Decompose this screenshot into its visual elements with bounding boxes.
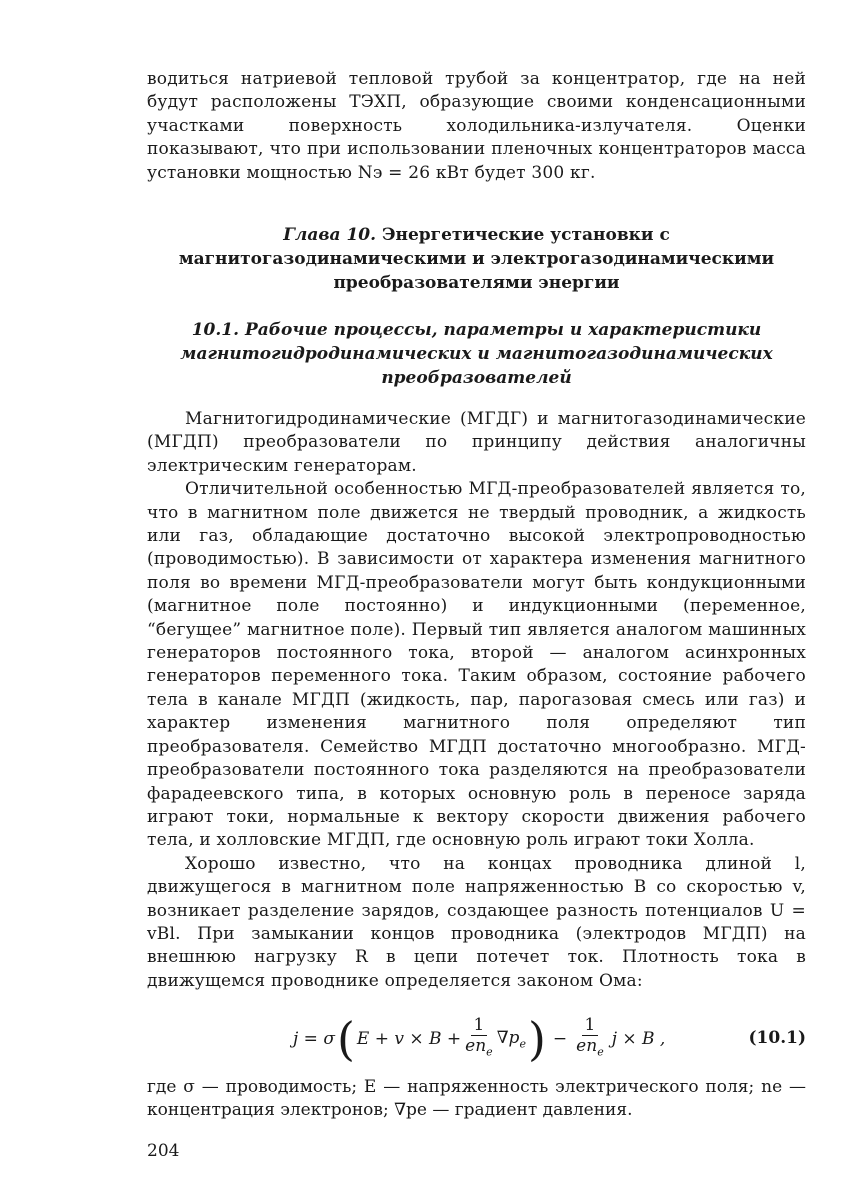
- equation-tail: j × B ,: [611, 1029, 666, 1049]
- minus-sign: −: [552, 1029, 568, 1049]
- chapter-heading: [147, 223, 806, 295]
- equation-inner: E + v × B +: [356, 1029, 462, 1049]
- paragraph: Отличительной особенностью МГД-преобразователей является то, что в магнитном поле движется не твердый проводник, а жидкость или газ, обладающие достаточно высокой электропроводностью (проводимостью). В зависимости от характера изменения магнитного поля во времени МГД-преобразователи могут быть кондукционными (магнитное поле постоянно) и индукционными (переменное, “бегущее” магнитное поле). Первый тип является аналогом машинных генераторов постоянного тока, второй — аналогом асинхронных генераторов переменного тока. Таким образом, состояние рабочего тела в канале МГДП (жидкость, пар, парогазовая смесь или газ) и характер изменения магнитного поля определяют тип преобразователя. Семейство МГДП достаточно многообразно. МГД-преобразователи постоянного тока разделяются на преобразователи фарадеевского типа, в которых основную роль в переносе заряда играют токи, нормальные к вектору скорости движения рабочего тела, и холловские МГДП, где основную роль играют токи Холла.: [147, 479, 806, 851]
- fraction-denominator: $en_e$: [465, 1036, 493, 1059]
- right-paren: ): [527, 1012, 546, 1066]
- chapter-title: Энергетические установки с магнитогазодинамическими и электрогазодинамическими преобразователями энергии: [178, 225, 775, 293]
- body-text: [147, 408, 806, 993]
- fraction-numerator: 1: [582, 1015, 599, 1036]
- paragraph: Магнитогидродинамические (МГДГ) и магнитогазодинамические (МГДП) преобразователи по принципу действия аналогичны электрическим генераторам.: [147, 409, 806, 476]
- left-paren: (: [336, 1012, 355, 1066]
- equation-lhs: j = σ: [293, 1029, 335, 1049]
- chapter-label: Глава 10.: [283, 225, 377, 245]
- page-number: 204: [147, 1141, 180, 1161]
- paragraph-text: водиться натриевой тепловой трубой за концентратор, где на ней будут расположены ТЭХП, образующие своими конденсационными участками поверхность холодильника-излучателя. Оценки показывают, что при использовании пленочных концентраторов масса установки мощностью Nэ = 26 кВт будет 300 кг.: [147, 69, 806, 183]
- equation-10-1: [147, 1008, 806, 1070]
- paragraph: Хорошо известно, что на концах проводника длиной l, движущегося в магнитном поле напряженностью B со скоростью v, возникает разделение зарядов, создающее разность потенциалов U = vBl. При замыкании концов проводника (электродов МГДП) на внешнюю нагрузку R в цепи потечет ток. Плотность тока в движущемся проводнике определяется законом Ома:: [147, 853, 806, 991]
- equation-number: (10.1): [748, 1028, 806, 1048]
- section-heading: [147, 318, 806, 390]
- after-formula-text: [147, 1076, 806, 1123]
- fraction-numerator: 1: [471, 1015, 488, 1036]
- paragraph-text: где σ — проводимость; E — напряженность электрического поля; ne — концентрация электронов; ∇pe — градиент давления.: [147, 1077, 806, 1121]
- fraction: [465, 1015, 493, 1062]
- intro-paragraph: [147, 68, 806, 185]
- equation-expression: [293, 1008, 665, 1070]
- fraction-denominator: $en_e$: [576, 1036, 604, 1059]
- fraction: [576, 1015, 604, 1062]
- gradient-term: $\nabla p_e$: [496, 1027, 526, 1051]
- section-title: 10.1. Рабочие процессы, параметры и характеристики магнитогидродинамических и магнитогазодинамических преобразователей: [180, 320, 773, 388]
